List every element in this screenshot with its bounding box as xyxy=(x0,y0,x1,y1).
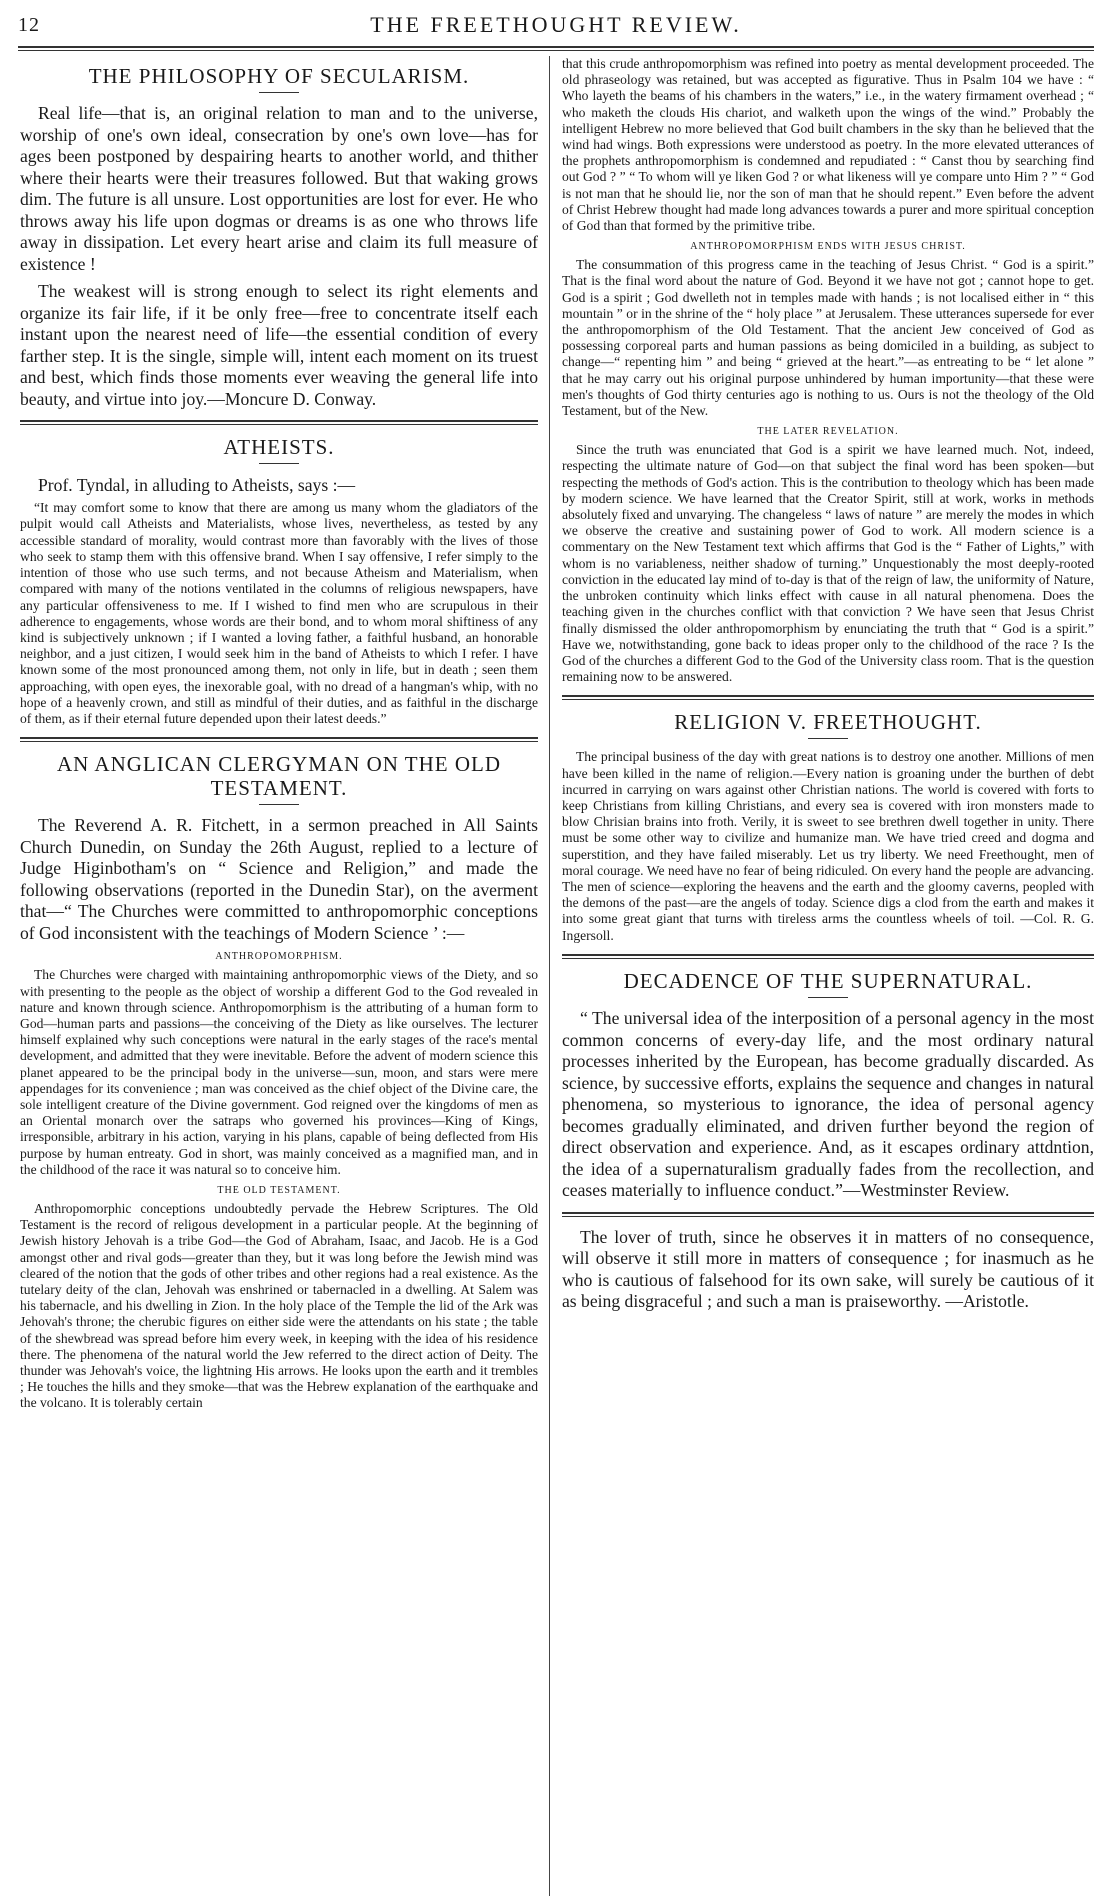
title-rule xyxy=(808,997,848,998)
journal-title: THE FREETHOUGHT REVIEW. xyxy=(370,12,742,37)
article-religion-v-freethought xyxy=(562,710,1094,944)
article-anglican-clergyman xyxy=(20,752,538,1412)
paragraph: The Churches were charged with maintaining anthropomorphic views of the Diety, and so with presenting to the people as the object of worship a different God to the God revealed in nature and known through science. Anthropomorphism is the attributing of a human form to God—human parts and passions—the conceiving of the Diety as like ourselves. The lecturer himself explained why such conceptions were natural in the early stages of the race's mental development, and admitted that they were inevitable. Before the advent of modern science this planet appeared to be the principal body in the universe—sun, moon, and stars were mere appendages for its convenience ; man was conceived as the chief object of the Divine care, the sole intelligent creature of the Divine government. God reigned over the kingdoms of men as an Oriental monarch over the satraps who governed his provinces—King of Kings, irresponsible, arbitrary in his action, varying in his plans, capable of being deflected from His purpose by human entreaty. God in short, was mainly conceived as a magnified man, and in the childhood of the race it was natural so to conceive him. xyxy=(20,967,538,1177)
section-rule xyxy=(20,737,538,742)
section-rule xyxy=(20,420,538,425)
paragraph: The Reverend A. R. Fitchett, in a sermon preached in All Saints Church Dunedin, on Sunday the 26th August, replied to a lecture of Judge Higinbotham's on “ Science and Religion,” and made the following observations (reported in the Dunedin Star), on the averment that—“ The Churches were committed to anthropomorphic conceptions of God inconsistent with the teachings of Modern Science ’ :— xyxy=(20,815,538,943)
quotation: “It may comfort some to know that there are among us many whom the gladiators of the pulpit would call Atheists and Materialists, whose lives, nevertheless, as tested by any accessible standard of morality, would contrast more than favorably with the lives of those who seek to stamp them with this offensive brand. When I say offensive, I refer simply to the intention of those who use such terms, and not because Atheism and Materialism, when compared with many of the notions ventilated in the columns of religious newspapers, have any particular offensiveness to me. If I wished to find men who are scrupulous in their adherence to engagements, whose words are their bond, and to whom moral shiftiness of any kind is subjectively unknown ; if I wanted a loving father, a faithful husband, an honorable neighbor, and a just citizen, I would seek him in the band of Atheists to which I refer. I have known some of the most pronounced among them, not only in life, but in death ; seen them approaching, with open eyes, the inexorable goal, with no dread of a hangman's whip, with no hope of a heavenly crown, and still as mindful of their duties, and as faithful in the discharge of them, as if their eternal future depended upon their latest deeds.” xyxy=(20,500,538,726)
paragraph: The weakest will is strong enough to select its right elements and organize its fair life, if it be only free—free to concentrate itself each instant upon the nearest need of life—the essential condition of every farther step. It is the single, simple will, intent each moment on its truest and best, which finds those moments ever weaving the general life into beauty, and virtue into joy.—Moncure D. Conway. xyxy=(20,281,538,409)
article-title: ATHEISTS. xyxy=(223,435,335,460)
subheading: ANTHROPOMORPHISM ENDS WITH JESUS CHRIST. xyxy=(690,241,966,253)
column-divider xyxy=(549,56,550,1896)
subheading: THE LATER REVELATION. xyxy=(757,426,899,438)
section-rule xyxy=(562,954,1094,959)
page-number: 12 xyxy=(18,14,40,36)
article-title: RELIGION V. FREETHOUGHT. xyxy=(674,710,982,735)
title-rule xyxy=(259,804,299,805)
paragraph: “ The universal idea of the interposition of a personal agency in the most common concerns of every-day life, and the most ordinary natural processes inherited by the European, has become gradually discarded. As science, by successive efforts, explains the sequence and changes in natural phenomena, so mysterious to ignorance, the idea of personal agency becomes gradually eliminated, and driven further beyond the region of direct observation and experience. And, as it escapes ordinary attdntion, the idea of a supernaturalism gradually fades from the recollection, and ceases materially to influence conduct.”—Westminster Review. xyxy=(562,1008,1094,1201)
intro-line: Prof. Tyndal, in alluding to Atheists, says :— xyxy=(38,475,356,496)
section-rule xyxy=(562,1212,1094,1217)
article-atheists xyxy=(20,435,538,727)
article-continued xyxy=(562,56,1094,685)
article-title: AN ANGLICAN CLERGYMAN ON THE OLD TESTAMENT. xyxy=(56,752,501,801)
running-head xyxy=(18,10,1094,40)
title-rule xyxy=(259,92,299,93)
article-philosophy-of-secularism xyxy=(20,64,538,410)
subheading: THE OLD TESTAMENT. xyxy=(217,1185,341,1197)
article-aristotle xyxy=(562,1227,1094,1313)
article-decadence-of-the-supernatural xyxy=(562,969,1094,1202)
article-title: THE PHILOSOPHY OF SECULARISM. xyxy=(88,64,470,88)
title-rule xyxy=(808,738,848,739)
article-title: DECADENCE OF THE SUPERNATURAL. xyxy=(623,968,1033,993)
paragraph: Real life—that is, an original relation to man and to the universe, worship of one's own ideal, consecration by one's own love—has for ages been postponed by despairing hearts to another world, and thither where their hearts were their treasures followed. But that waking grows dim. The future is all unsure. Lost opportunities are lost for ever. He who throws away his life upon dogmas or dreams is as one who throws life away in dissipation. Let every heart arise and claim its full measure of existence ! xyxy=(20,103,538,274)
right-column xyxy=(562,56,1094,1896)
paragraph: Anthropomorphic conceptions undoubtedly pervade the Hebrew Scriptures. The Old Testament is the record of religous development in a particular people. At the beginning of Jewish history Jehovah is a tribe God—the God of Abraham, Isaac, and Jacob. He is a God amongst other and rival gods—greater than they, but it was long before the Jewish mind was cleared of the notion that the gods of other tribes and other regions had a real existence. As the tutelary deity of the clan, Jehovah was enshrined or tabernacled in a dwelling. At Salem was his tabernacle, and his dwelling in Zion. In the holy place of the Temple the lid of the Ark was Jehovah's throne; the cherubic figures on either side were the attendants on his state ; the table of the shewbread was spread before him every week, in keeping with the idea of his residence there. The phenomena of the natural world the Jew referred to the direct action of Deity. The thunder was Jehovah's voice, the lightning His arrows. He looks upon the earth and it trembles ; He touches the hills and they smoke—that was the Hebrew explanation of the earthquake and the volcano. It is tolerably certain xyxy=(20,1201,538,1411)
paragraph: that this crude anthropomorphism was refined into poetry as mental development proceeded. The old phraseology was retained, but was accepted as figurative. Thus in Psalm 104 we have : “ Who layeth the beams of his chambers in the waters,” i.e., in the watery firmament overhead ; “ who maketh the clouds His chariot, and walketh upon the wings of the wind.” Probably the intelligent Hebrew no more believed that God built chambers in the sky than he believed that the wind had wings. Both expressions were understood as poetry. In the more elevated utterances of the prophets anthropomorphism is condemned and repudiated : “ Canst thou by searching find out God ? ” “ To whom will ye liken God ? or what likeness will ye compare unto Him ? ” “ God is not man that he should lie, nor the son of man that he should repent.” Even before the advent of Christ Hebrew thought had made long advances towards a purer and more spiritual conception of God than that formed by the primitive tribe. xyxy=(562,56,1094,234)
title-rule xyxy=(259,463,299,464)
left-column xyxy=(20,56,538,1896)
paragraph: The principal business of the day with great nations is to destroy one another. Millions of men have been killed in the name of religion.—Every nation is groaning under the burthen of debt incurred in carrying on wars against other Christian nations. The world is covered with forts to keep Christians from killing Christians, and every sea is covered with iron monsters made to blow Chrisian brains into froth. Verily, it is sweet to see brethren dwell together in unity. There must be some other way to civilize and humanize man. We have tried creed and dogma and superstition, and they have failed miserably. Let us try liberty. We need Freethought, men of moral courage. We need have no fear of being ridiculed. On every hand the people are advancing. The men of science—exploring the heavens and the earth and the gloomy caverns, peopled with the demons of the past—are the angels of today. Science digs a clod from the earth and makes it into some great giant that turns with tireless arms the countless wheels of toil. —Col. R. G. Ingersoll. xyxy=(562,749,1094,943)
paragraph: The lover of truth, since he observes it in matters of no consequence, will observe it still more in matters of consequence ; for inasmuch as he who is cautious of falsehood for its own sake, will surely be cautious of it as being disgraceful ; and such a man is praiseworthy. —Aristotle. xyxy=(562,1226,1094,1312)
subheading: ANTHROPOMORPHISM. xyxy=(215,951,343,963)
paragraph: The consummation of this progress came in the teaching of Jesus Christ. “ God is a spirit.” That is the final word about the nature of God. Beyond it we have not got ; cannot hope to get. God is a spirit ; God dwelleth not in temples made with hands ; is not localised either in “ this mountain ” or in the shrine of the “ holy place ” at Jerusalem. These utterances supersede for ever the anthropomorphism of the Old Testament. That the ancient Jew conceived of God as possessing corporeal parts and human passions as being domiciled in a building, as subject to change—“ repenting him ” and being “ grieved at the heart.”—as entreating to be “ let alone ” that he may carry out his original purpose unhindered by human importunity—that these were men's thoughts of God thirty centuries ago is nothing to us. Ours is not the theology of the Old Testament, but of the New. xyxy=(562,257,1094,419)
section-rule xyxy=(562,695,1094,700)
header-rule xyxy=(18,46,1094,51)
paragraph: Since the truth was enunciated that God is a spirit we have learned much. Not, indeed, respecting the ultimate nature of God—on that subject the final word has been spoken—but respecting the methods of God's action. This is the contribution to theology which has been made by modern science. We have learned that the Creator Spirit, still at work, works in methods absolutely fixed and unvarying. The changeless “ laws of nature ” are merely the modes in which we observe the creative and sustaining power of God to work. All modern science is a commentary on the New Testament text which affirms that God is the “ Father of Lights,” with whom is no variableness, neither shadow of turning.” Unquestionably the most deeply-rooted conviction in the educated lay mind of to-day is that of the reign of law, the uniformity of Nature, the unbroken continuity which links effect with cause in all natural phenomena. Does the teaching given in the churches conflict with that conviction ? We have seen that Jesus Christ finally dismissed the older anthropomorphism by enunciating the truth that “ God is a spirit.” Have we, notwithstanding, gone back to ideas proper only to the childhood of the race ? Is the God of the churches a different God to the God of the University class room. That is the question remaining now to be answered. xyxy=(562,442,1094,685)
